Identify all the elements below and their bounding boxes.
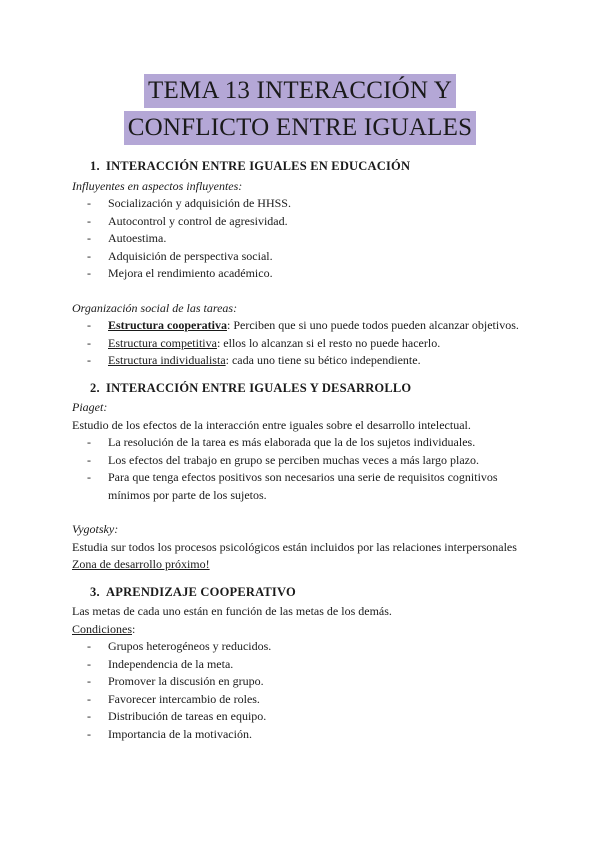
list-item: - Grupos heterogéneos y reducidos. [72,638,542,656]
influyentes-label: Influyentes en aspectos influyentes: [72,178,243,193]
section-1-number: 1. [90,159,100,173]
list-item [72,352,542,370]
organizacion-label: Organización social de las tareas: [72,300,238,315]
list-item: - Para que tenga efectos positivos son necesarios una serie de requisitos cognitivos mínimos por parte de los sujetos. [72,469,542,504]
estructuras-list [72,317,542,370]
section-1-title: INTERACCIÓN ENTRE IGUALES EN EDUCACIÓN [106,159,411,173]
section-1-heading [90,158,542,176]
piaget-label: Piaget: [72,400,108,414]
title-line-2: CONFLICTO ENTRE IGUALES [124,111,476,145]
list-item: - Promover la discusión en grupo. [72,673,542,691]
section-3-number: 3. [90,584,100,599]
section-2-number: 2. [90,380,100,395]
list-item: - Favorecer intercambio de roles. [72,691,542,709]
section-3-title: APRENDIZAJE COOPERATIVO [106,584,296,599]
list-item: - Autocontrol y control de agresividad. [72,213,542,231]
estructura-competitiva-term: Estructura competitiva [108,335,217,350]
list-item [72,335,542,353]
estructura-cooperativa-term: Estructura cooperativa [108,318,227,332]
section-2-heading [90,380,542,398]
document-body [72,158,542,743]
condiciones-colon: : [132,621,136,636]
list-item [72,317,542,335]
piaget-text: Estudio de los efectos de la interacción entre iguales sobre el desarrollo intelectual. [72,417,471,432]
condiciones-label-line [72,621,542,639]
list-item: - Autoestima. [72,230,542,248]
section-2-title: INTERACCIÓN ENTRE IGUALES Y DESARROLLO [106,380,412,395]
condiciones-list [72,638,542,743]
list-item: - Distribución de tareas en equipo. [72,708,542,726]
list-item: - Los efectos del trabajo en grupo se perciben muchas veces a más largo plazo. [72,452,542,470]
zona-desarrollo-text: Zona de desarrollo próximo! [72,557,210,571]
vygotsky-text: Estudia sur todos los procesos psicológicos están incluidos por las relaciones interpersonales [72,539,517,554]
section-3-heading [90,584,542,602]
piaget-list [72,434,542,504]
estructura-cooperativa-desc: : Perciben que si uno puede todos pueden alcanzar objetivos. [226,318,519,332]
section-3-intro: Las metas de cada uno están en función de las metas de los demás. [72,604,392,618]
list-item: - La resolución de la tarea es más elaborada que la de los sujetos individuales. [72,434,542,452]
estructura-individualista-term: Estructura individualista [108,353,226,367]
list-item: - Importancia de la motivación. [72,726,542,744]
title-line-1: TEMA 13 INTERACCIÓN Y [144,74,456,108]
list-item: - Adquisición de perspectiva social. [72,248,542,266]
condiciones-label: Condiciones [72,621,132,636]
list-item: - Mejora el rendimiento académico. [72,265,542,283]
estructura-individualista-desc: : cada uno tiene su bético independiente. [225,353,421,367]
list-item: - Socialización y adquisición de HHSS. [72,195,542,213]
vygotsky-label: Vygotsky: [72,522,119,536]
influyentes-list [72,195,542,283]
document-title [0,74,600,145]
estructura-competitiva-desc: : ellos lo alcanzan si el resto no puede hacerlo. [216,335,441,350]
list-item: - Independencia de la meta. [72,656,542,674]
